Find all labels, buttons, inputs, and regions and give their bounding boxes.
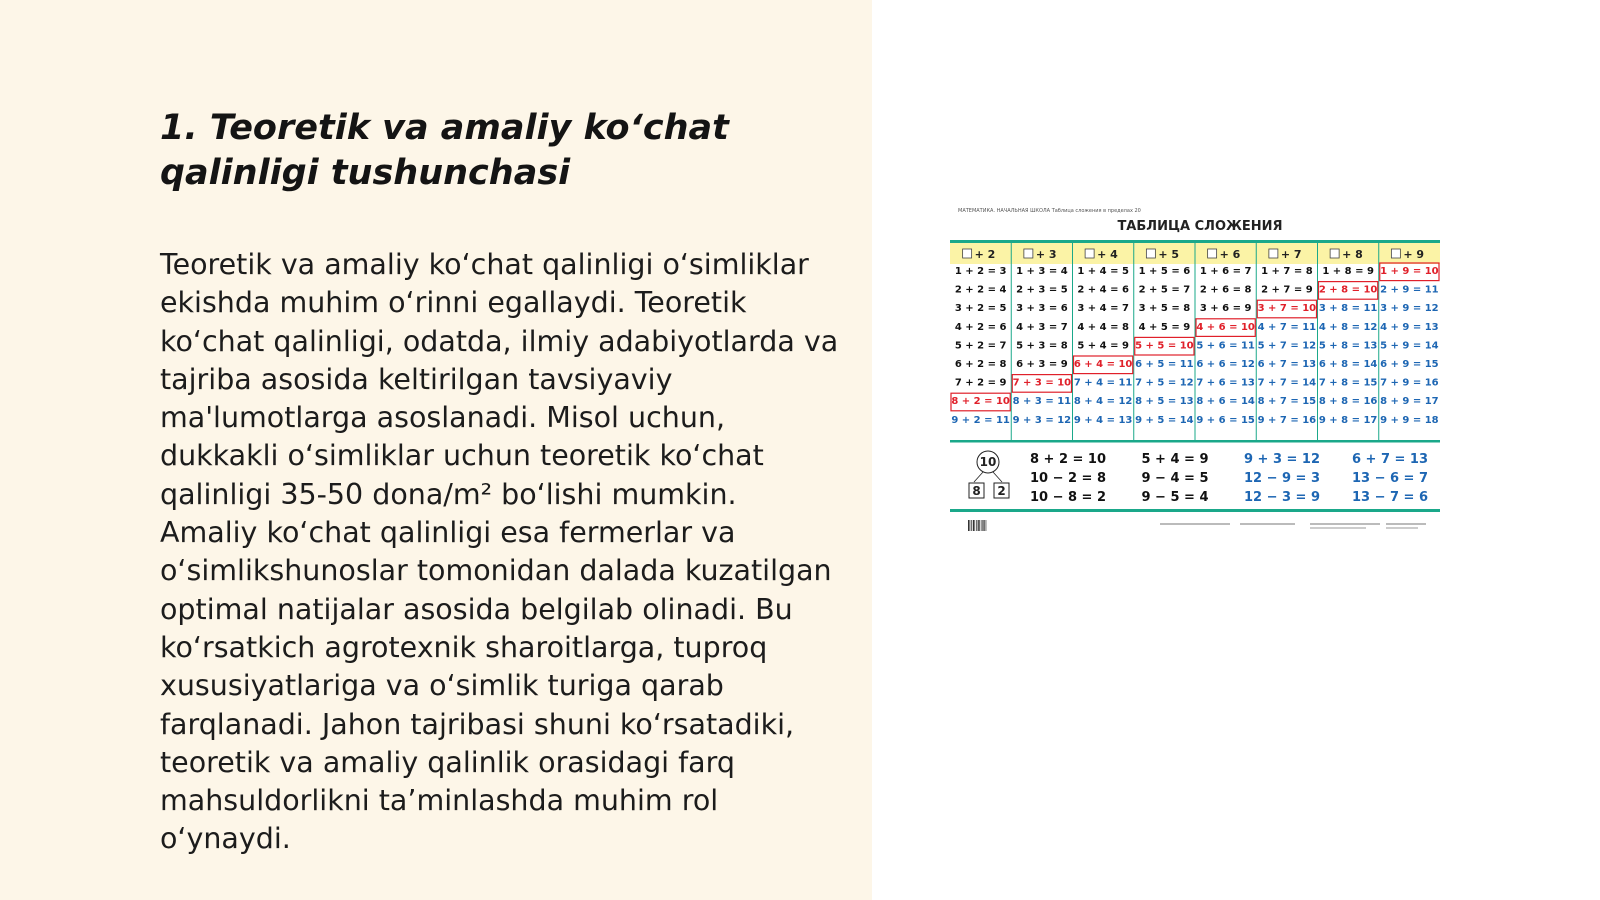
part-number: 2 [997,484,1006,498]
equation-cell: 4 + 9 = 13 [1380,321,1439,333]
equation-cell: 5 + 3 = 8 [1016,340,1068,352]
column-header: + 9 [1403,248,1425,261]
empty-box-icon [963,249,972,258]
fine-print-line [1160,523,1230,525]
example-equation: 13 − 6 = 7 [1351,471,1429,486]
barcode-bar [982,520,983,531]
empty-box-icon [1330,249,1339,258]
equation-cell: 4 + 5 = 9 [1138,321,1191,333]
equation-cell: 6 + 6 = 12 [1196,359,1255,370]
part-number: 8 [972,484,981,498]
equation-cell: 3 + 3 = 6 [1016,303,1068,315]
equation-cell: 1 + 6 = 7 [1199,266,1252,277]
example-equation: 9 + 3 = 12 [1243,452,1321,467]
equation-cell: 2 + 4 = 6 [1077,284,1129,296]
bottom-bar [950,509,1440,512]
equation-cell: 9 + 6 = 15 [1196,414,1255,426]
equation-cell: 8 + 9 = 17 [1380,396,1439,408]
equation-cell: 4 + 6 = 10 [1196,321,1255,333]
equation-cell: 1 + 7 = 8 [1261,266,1313,277]
example-equation: 10 − 2 = 8 [1029,471,1107,486]
example-equation: 8 + 2 = 10 [1029,452,1107,467]
equation-cell: 4 + 4 = 8 [1077,321,1129,333]
equation-cell: 9 + 4 = 13 [1073,414,1133,426]
equation-cell: 6 + 3 = 9 [1016,359,1068,370]
equation-cell: 3 + 5 = 8 [1138,303,1191,315]
equation-cell: 9 + 3 = 12 [1012,414,1072,426]
empty-box-icon [1208,249,1217,258]
slide-title: 1. Teoretik va amaliy ko‘chat qalinligi tushunchasi [160,108,729,193]
equation-cell: 2 + 3 = 5 [1016,284,1068,296]
equation-cell: 4 + 3 = 7 [1016,321,1068,333]
barcode-bar [986,520,987,531]
barcode-bar [974,520,975,531]
equation-cell: 7 + 4 = 11 [1073,377,1133,389]
equation-cell: 5 + 5 = 10 [1135,340,1194,352]
equation-cell: 1 + 4 = 5 [1077,266,1129,277]
equation-cell: 7 + 2 = 9 [954,377,1007,389]
equation-cell: 3 + 6 = 9 [1199,303,1252,315]
equation-cell: 8 + 5 = 13 [1135,396,1194,408]
equation-cell: 6 + 7 = 13 [1257,359,1317,370]
empty-box-icon [1024,249,1033,258]
empty-box-icon [1269,249,1278,258]
equation-cell: 1 + 5 = 6 [1138,266,1191,277]
example-equation: 13 − 7 = 6 [1351,490,1429,505]
equation-cell: 8 + 3 = 11 [1012,396,1072,408]
column-header: + 7 [1280,248,1302,261]
equation-cell: 8 + 7 = 15 [1257,396,1317,408]
equation-cell: 7 + 3 = 10 [1012,377,1072,389]
equation-cell: 6 + 9 = 15 [1380,359,1439,370]
slide-body-text: Teoretik va amaliy ko‘chat qalinligi o‘simliklar ekishda muhim o‘rinni egallaydi. Teoretik ko‘chat qalinligi, odatda, ilmiy adabiyotlarda va tajriba asosida keltirilgan tavsiyaviy ma'lumotlarga asoslanadi. Misol uchun, dukkakli o‘simliklar uchun teoretik ko‘chat qalinligi 35-50 dona/m² bo‘lishi mumkin. Amaliy ko‘chat qalinligi esa fermerlar va o‘simlikshunoslar tomonidan dalada kuzatilgan optimal natijalar asosida belgilab olinadi. Bu ko‘rsatkich agrotexnik sharoitlarga, tuproq xususiyatlariga va o‘simlik turiga qarab farqlanadi. Jahon tajribasi shuni ko‘rsatadiki, teoretik va amaliy qalinlik orasidagi farq mahsuldorlikni ta’minlashda muhim rol o‘ynaydi. [160,248,839,856]
addition-table-poster [950,206,1450,546]
grid-top-bar [950,240,1440,243]
barcode-bar [976,520,977,531]
equation-cell: 2 + 6 = 8 [1199,284,1252,296]
example-equation: 9 − 4 = 5 [1141,471,1209,486]
poster-header-small: МАТЕМАТИКА. НАЧАЛЬНАЯ ШКОЛА Таблица сложения в пределах 20 [958,208,1141,214]
equation-cell: 5 + 8 = 13 [1318,340,1378,352]
equation-cell: 5 + 6 = 11 [1196,340,1255,352]
column-header: + 5 [1158,248,1180,261]
column-header: + 6 [1219,248,1241,261]
column-header: + 8 [1342,248,1363,261]
equation-cell: 9 + 7 = 16 [1257,414,1317,426]
example-equation: 6 + 7 = 13 [1351,452,1429,467]
equation-cell: 2 + 9 = 11 [1380,284,1439,296]
equation-cell: 8 + 8 = 16 [1318,396,1378,408]
example-equation: 10 − 8 = 2 [1029,490,1107,505]
equation-cell: 9 + 9 = 18 [1380,414,1439,426]
barcode-bar [973,520,974,531]
example-equation: 9 − 5 = 4 [1141,490,1209,505]
barcode-bar [979,520,980,531]
barcode-bar [978,520,979,531]
example-equation: 12 − 9 = 3 [1243,471,1321,486]
equation-cell: 2 + 7 = 9 [1261,284,1313,296]
equation-cell: 2 + 2 = 4 [954,284,1007,296]
fine-print-line [1240,523,1295,525]
equation-cell: 1 + 8 = 9 [1322,266,1374,277]
barcode-bar [981,520,982,531]
equation-cell: 5 + 2 = 7 [954,340,1007,352]
equation-cell: 6 + 8 = 14 [1318,359,1378,370]
equation-cell: 1 + 3 = 4 [1016,266,1068,277]
equation-cell: 2 + 8 = 10 [1318,284,1378,296]
fine-print-line [1310,523,1380,525]
column-header: + 4 [1097,248,1118,261]
empty-box-icon [1391,249,1400,258]
equation-cell: 8 + 2 = 10 [951,396,1010,408]
equation-cell: 4 + 7 = 11 [1257,321,1317,333]
whole-number: 10 [979,455,997,469]
equation-cell: 6 + 5 = 11 [1135,359,1194,370]
column-header: + 2 [974,248,996,261]
barcode-bar [984,520,985,531]
empty-box-icon [1146,249,1155,258]
equation-cell: 3 + 2 = 5 [954,303,1007,315]
equation-cell: 3 + 7 = 10 [1257,303,1317,315]
fine-print-line [1386,523,1426,525]
barcode-bar [970,520,971,531]
equation-cell: 4 + 2 = 6 [954,321,1007,333]
equation-cell: 9 + 2 = 11 [951,414,1010,426]
equation-cell: 5 + 4 = 9 [1077,340,1129,352]
equation-cell: 5 + 7 = 12 [1257,340,1317,352]
barcode-bar [968,520,969,531]
equation-cell: 3 + 8 = 11 [1318,303,1378,315]
equation-cell: 3 + 9 = 12 [1380,303,1439,315]
equation-cell: 7 + 9 = 16 [1380,377,1439,389]
equation-cell: 7 + 7 = 14 [1257,377,1317,389]
example-equation: 12 − 3 = 9 [1243,490,1321,505]
equation-cell: 9 + 5 = 14 [1135,414,1194,426]
empty-box-icon [1085,249,1094,258]
equation-cell: 5 + 9 = 14 [1380,340,1439,352]
equation-cell: 7 + 8 = 15 [1318,377,1378,389]
equation-cell: 3 + 4 = 7 [1077,303,1129,315]
equation-cell: 9 + 8 = 17 [1318,414,1378,426]
equation-cell: 4 + 8 = 12 [1318,321,1378,333]
examples-divider [950,440,1440,443]
equation-cell: 6 + 2 = 8 [954,359,1007,370]
fine-print-line [1386,527,1418,529]
equation-cell: 8 + 4 = 12 [1073,396,1133,408]
equation-cell: 1 + 2 = 3 [954,266,1007,277]
equation-cell: 6 + 4 = 10 [1073,359,1133,370]
equation-cell: 8 + 6 = 14 [1196,396,1255,408]
column-header: + 3 [1035,248,1057,261]
fine-print-line [1310,527,1366,529]
poster-title: ТАБЛИЦА СЛОЖЕНИЯ [1117,219,1283,234]
barcode-bar [971,520,972,531]
equation-cell: 2 + 5 = 7 [1138,284,1191,296]
equation-cell: 7 + 6 = 13 [1196,377,1255,389]
example-equation: 5 + 4 = 9 [1141,452,1209,467]
equation-cell: 7 + 5 = 12 [1135,377,1194,389]
equation-cell: 1 + 9 = 10 [1380,266,1439,277]
